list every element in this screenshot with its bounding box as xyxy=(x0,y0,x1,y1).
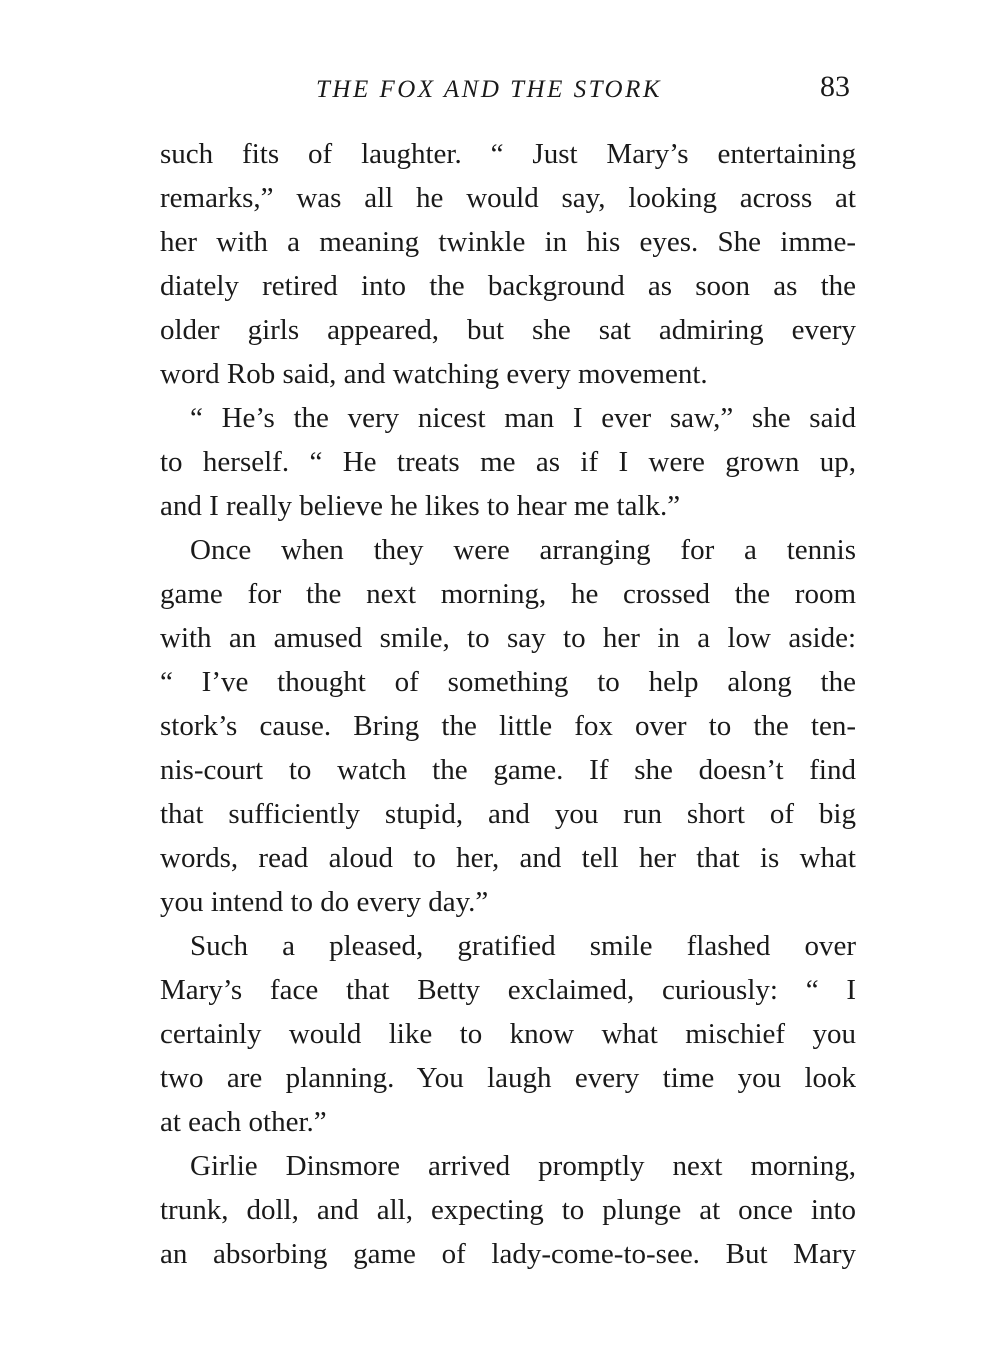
text-line: trunk, doll, and all, expecting to plunge at once into xyxy=(160,1194,856,1226)
paragraph xyxy=(160,396,856,528)
text-line: and I really believe he likes to hear me talk.” xyxy=(160,490,681,522)
text-line: to herself. “ He treats me as if I were grown up, xyxy=(160,446,856,478)
paragraph xyxy=(160,132,856,396)
text-line: Girlie Dinsmore arrived promptly next morning, xyxy=(190,1150,856,1182)
body-text xyxy=(160,132,856,1276)
text-line: remarks,” was all he would say, looking across at xyxy=(160,182,856,214)
running-title: THE FOX AND THE STORK xyxy=(316,76,663,103)
text-line: words, read aloud to her, and tell her that is what xyxy=(160,842,856,874)
text-line: her with a meaning twinkle in his eyes. She imme- xyxy=(160,226,856,258)
text-line: that sufficiently stupid, and you run short of big xyxy=(160,798,856,830)
text-line: stork’s cause. Bring the little fox over to the ten- xyxy=(160,710,856,742)
text-line: diately retired into the background as soon as the xyxy=(160,270,856,302)
text-line: nis-court to watch the game. If she doesn’t find xyxy=(160,754,856,786)
paragraph xyxy=(160,528,856,924)
text-line: game for the next morning, he crossed the room xyxy=(160,578,856,610)
text-line: Once when they were arranging for a tennis xyxy=(190,534,856,566)
page-number: 83 xyxy=(820,70,850,103)
paragraph xyxy=(160,1144,856,1276)
text-line: at each other.” xyxy=(160,1106,327,1138)
text-line: you intend to do every day.” xyxy=(160,886,489,918)
text-line: an absorbing game of lady-come-to-see. But Mary xyxy=(160,1238,856,1270)
text-line: older girls appeared, but she sat admiring every xyxy=(160,314,856,346)
text-line: word Rob said, and watching every movement. xyxy=(160,358,708,390)
text-line: certainly would like to know what mischief you xyxy=(160,1018,856,1050)
text-line: “ He’s the very nicest man I ever saw,” she said xyxy=(190,402,856,434)
text-line: “ I’ve thought of something to help along the xyxy=(160,666,856,698)
text-line: such fits of laughter. “ Just Mary’s entertaining xyxy=(160,138,856,170)
paragraph xyxy=(160,924,856,1144)
text-line: Such a pleased, gratified smile flashed over xyxy=(190,930,856,962)
text-line: two are planning. You laugh every time you look xyxy=(160,1062,856,1094)
running-head xyxy=(160,70,856,110)
text-line: with an amused smile, to say to her in a low aside: xyxy=(160,622,856,654)
text-line: Mary’s face that Betty exclaimed, curiously: “ I xyxy=(160,974,856,1006)
